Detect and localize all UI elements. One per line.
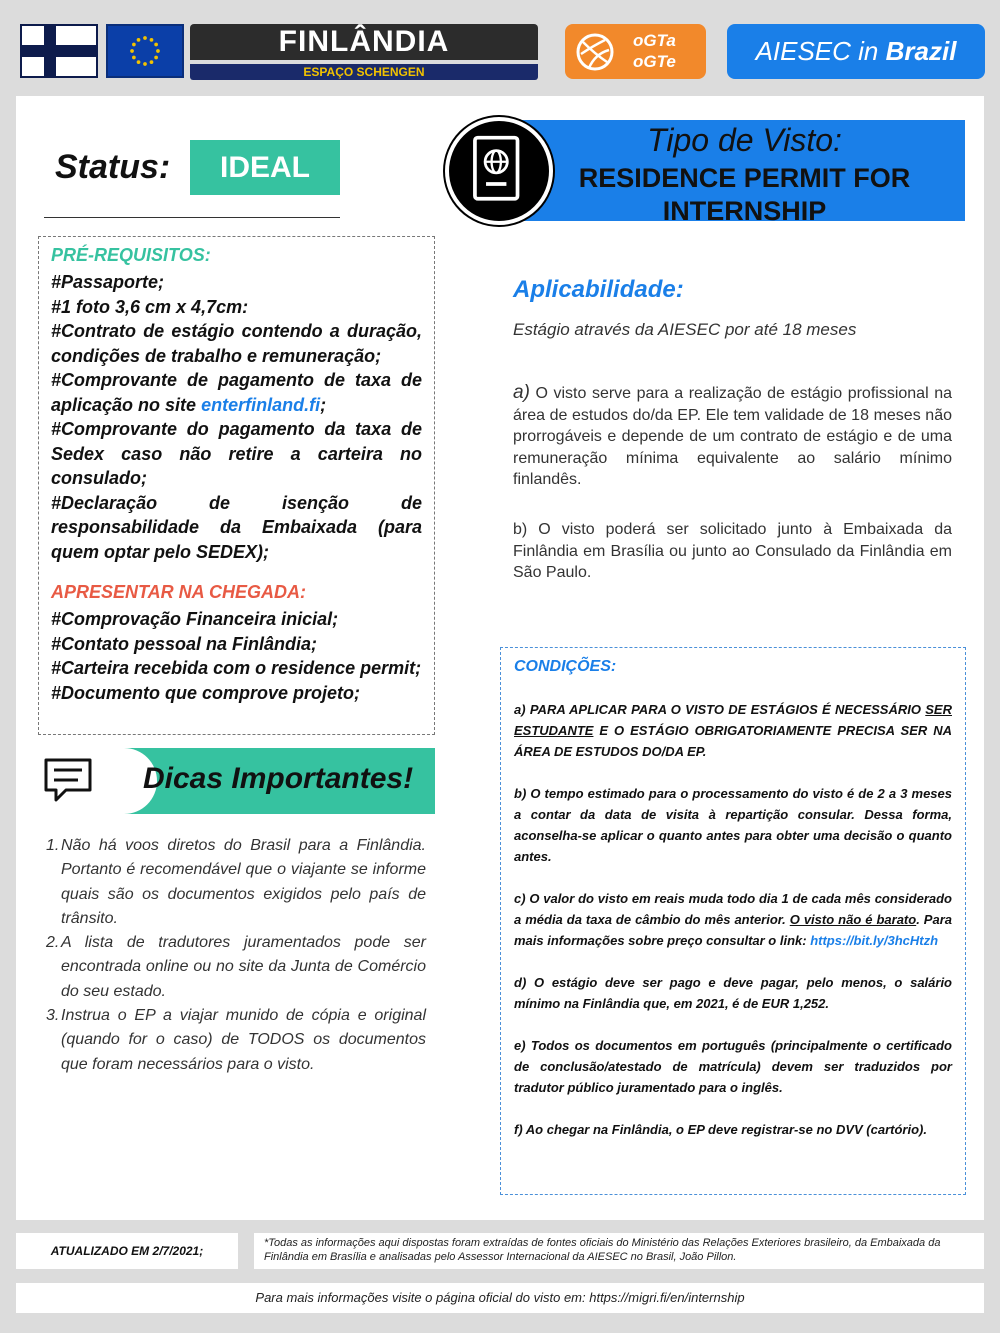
aplicabilidade-title: Aplicabilidade: xyxy=(513,276,684,303)
dicas-list xyxy=(46,834,426,1077)
arrival-item: #Documento que comprove projeto; xyxy=(51,682,361,703)
prereq-item: #Comprovante de pagamento de taxa de aplicação no site enterfinland.fi; xyxy=(51,370,422,415)
condition-e: e) Todos os documentos em português (principalmente o certificado de conclusão/atestado de matrícula) devem ser traduzidos por tradutor público juramentado para o inglês. xyxy=(514,1038,952,1095)
globe-icon xyxy=(575,32,615,72)
aplicabilidade-b: b) O visto poderá ser solicitado junto à Embaixada da Finlândia em Brasília ou junto ao Consulado da Finlândia em São Paulo. xyxy=(513,521,952,581)
eu-flag-icon xyxy=(106,24,184,78)
conditions-title: CONDIÇÕES: xyxy=(514,658,617,675)
visa-title: Tipo de Visto: xyxy=(647,122,842,158)
list-item: 2. A lista de tradutores juramentados pode ser encontrada online ou no site da Junta de Comércio do seu estado. xyxy=(46,934,426,1000)
arrival-heading: APRESENTAR NA CHEGADA: xyxy=(51,582,307,602)
prerequisites-box xyxy=(38,236,435,735)
prereq-item: #Passaporte; xyxy=(51,272,165,292)
prerequisites-heading: PRÉ-REQUISITOS: xyxy=(51,245,211,265)
ogt-line-1: oGTa xyxy=(633,31,676,50)
aiesec-brand xyxy=(727,24,985,79)
prereq-item: #Comprovante do pagamento da taxa de Sedex caso não retire a carteira no consulado; xyxy=(51,419,422,488)
country-subtitle: ESPAÇO SCHENGEN xyxy=(190,64,538,80)
ogt-badge xyxy=(565,24,706,79)
prereq-item: #1 foto 3,6 cm x 4,7cm: xyxy=(51,296,249,317)
ogt-line-2: oGTe xyxy=(633,52,676,71)
visa-type: RESIDENCE PERMIT FOR INTERNSHIP xyxy=(578,163,911,226)
finland-flag-icon xyxy=(20,24,98,78)
passport-icon xyxy=(445,117,553,225)
condition-a: a) PARA APLICAR PARA O VISTO DE ESTÁGIOS É NECESSÁRIO SER ESTUDANTE E O ESTÁGIO OBRIGATORIAMENTE PRECISA SER NA ÁREA DE ESTUDOS DO/DA EP. xyxy=(514,702,952,759)
dicas-title: Dicas Importantes! xyxy=(143,762,414,795)
dicas-banner xyxy=(97,748,435,814)
aplicabilidade-a: a) O visto serve para a realização de estágio profissional na área de estudos do/da EP. Ele tem validade de 18 meses não prorrogáveis e depende de um contrato de estágio e de uma remuneração mínima equivalente ao salário mínimo finlandês. xyxy=(513,382,952,488)
condition-c: c) O valor do visto em reais muda todo dia 1 de cada mês considerado a média da taxa de câmbio do mês anterior. O visto não é barato. Para mais informações sobre preço consultar o link: https://bit.ly/3hcHtzh xyxy=(514,891,952,948)
list-item: 1. Não há voos diretos do Brasil para a Finlândia. Portanto é recomendável que o viajante se informe quais são os documentos exigidos pelo país de trânsito. xyxy=(46,837,426,927)
status-divider xyxy=(44,217,340,218)
updated-date: ATUALIZADO EM 2/7/2021; xyxy=(16,1233,238,1269)
conditions-box xyxy=(500,647,966,1195)
aplicabilidade-subtitle: Estágio através da AIESEC por até 18 meses xyxy=(513,320,857,339)
condition-f: f) Ao chegar na Finlândia, o EP deve registrar-se no DVV (cartório). xyxy=(514,1122,927,1137)
enterfinland-link[interactable]: enterfinland.fi xyxy=(201,394,321,415)
condition-d: d) O estágio deve ser pago e deve pagar, pelo menos, o salário mínimo na Finlândia que, em 2021, é de EUR 1,252. xyxy=(514,975,952,1011)
source-note: *Todas as informações aqui dispostas foram extraídas de fontes oficiais do Ministério das Relações Exteriores brasileiro, da Embaixada da Finlândia em Brasília e analisadas pelo Assessor Internacional da AIESEC no Brasil, João Pillon. xyxy=(254,1233,984,1269)
brand-country: Brazil xyxy=(885,36,957,66)
status-badge: IDEAL xyxy=(190,140,340,195)
condition-b: b) O tempo estimado para o processamento do visto é de 2 a 3 meses a contar da data de visita à repartição consular. Dessa forma, aconselha-se aplicar o quanto antes para obter uma decisão o quanto antes. xyxy=(514,786,952,864)
more-info-link[interactable]: Para mais informações visite o página oficial do visto em: https://migri.fi/en/internship xyxy=(16,1283,984,1313)
chat-icon xyxy=(42,754,94,806)
status-label: Status: xyxy=(55,148,171,186)
arrival-item: #Comprovação Financeira inicial; xyxy=(51,609,339,629)
list-item: 3. Instrua o EP a viajar munido de cópia e original (quando for o caso) de TODOS os documentos que foram necessários para o visto. xyxy=(46,1007,426,1073)
prereq-item: #Declaração de isenção de responsabilidade da Embaixada (para quem optar pelo SEDEX); xyxy=(51,492,422,562)
brand-prefix: AIESEC in xyxy=(755,36,886,66)
country-header xyxy=(190,24,538,80)
price-link[interactable]: https://bit.ly/3hcHtzh xyxy=(810,933,939,948)
country-name: FINLÂNDIA xyxy=(190,24,538,60)
arrival-item: #Contato pessoal na Finlândia; xyxy=(51,633,318,654)
prereq-item: #Contrato de estágio contendo a duração, condições de trabalho e remuneração; xyxy=(51,321,422,366)
arrival-item: #Carteira recebida com o residence permit; xyxy=(51,658,422,678)
